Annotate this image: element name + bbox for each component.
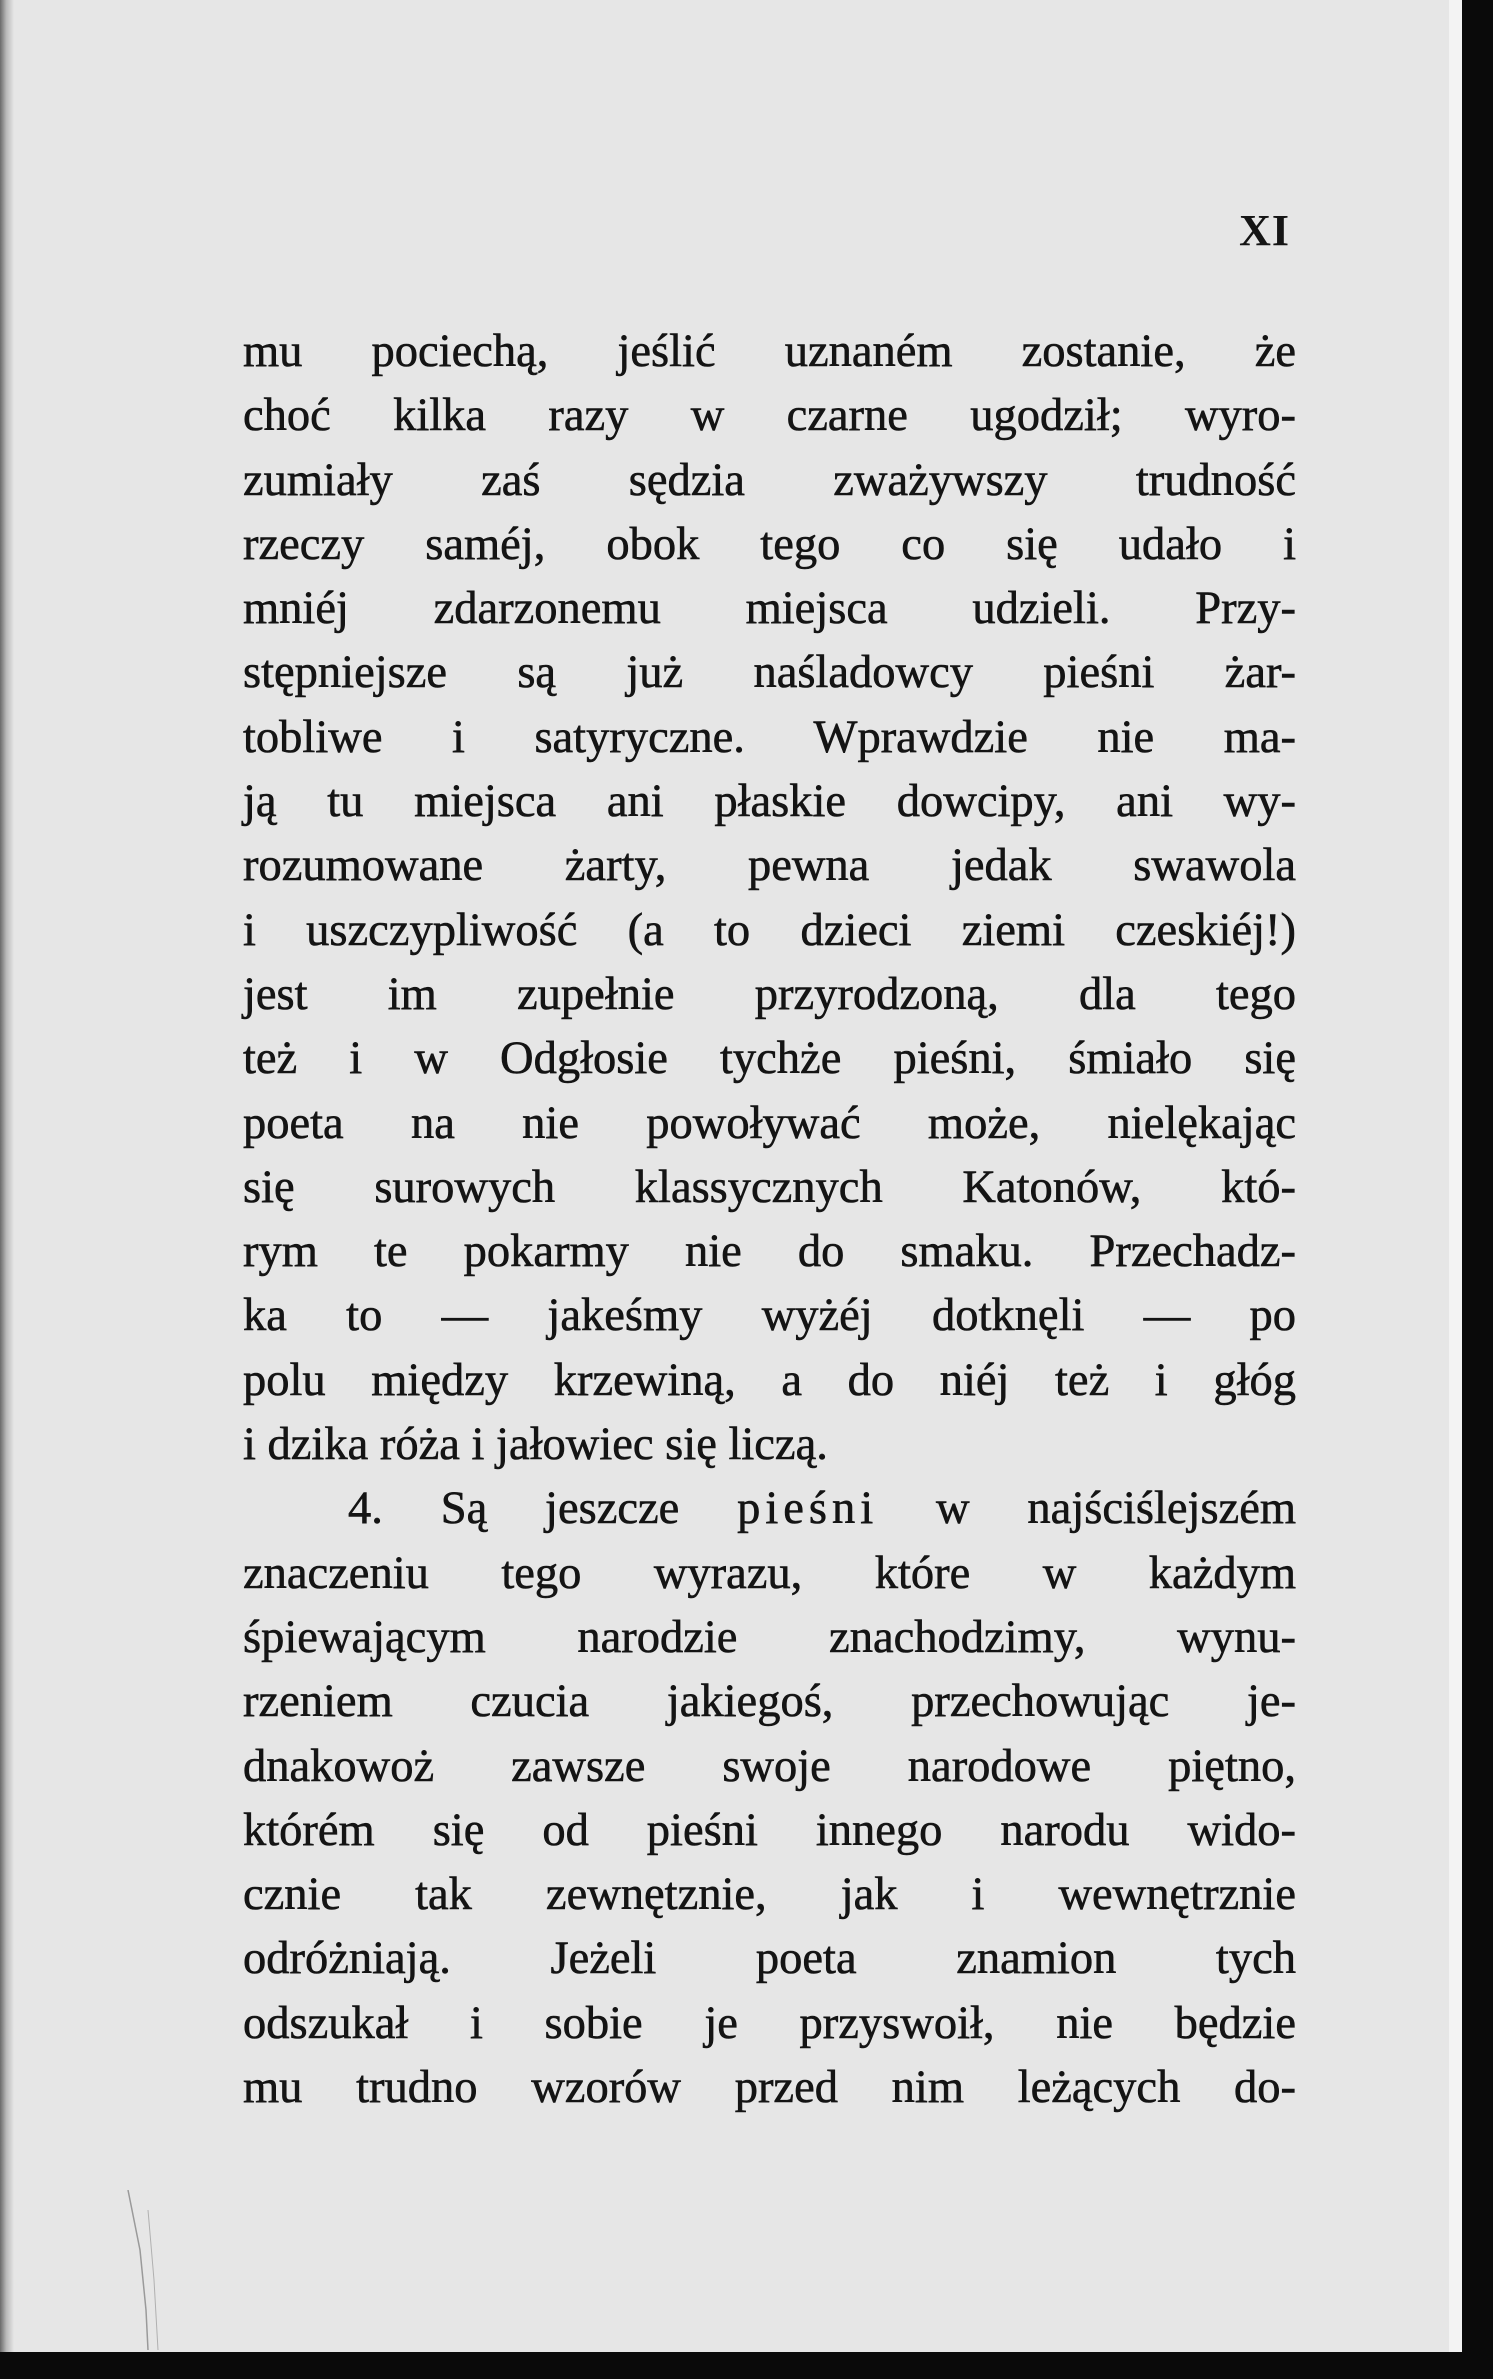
text-line: ka to — jakeśmy wyżéj dotknęli — po xyxy=(243,1290,1296,1342)
binding-shadow xyxy=(0,0,14,2352)
text-line: śpiewającym narodzie znachodzimy, wynu- xyxy=(243,1611,1296,1663)
text-fragment: w najściślejszém xyxy=(936,1483,1297,1535)
page-border-right xyxy=(1462,0,1493,2379)
text-line: rozumowane żarty, pewna jedak swawola xyxy=(243,840,1296,892)
text-line: tobliwe i satyryczne. Wprawdzie nie ma- xyxy=(243,711,1296,763)
text-line: którém się od pieśni innego narodu wido- xyxy=(243,1804,1296,1856)
page-border-bottom xyxy=(0,2352,1462,2379)
paragraph-end-line: i dzika róża i jałowiec się liczą. xyxy=(243,1419,828,1471)
text-line: znaczeniu tego wyrazu, które w każdym xyxy=(243,1547,1296,1599)
text-line: cznie tak zewnętznie, jak i wewnętrznie xyxy=(243,1869,1296,1921)
text-line: zumiały zaś sędzia zważywszy trudność xyxy=(243,454,1296,506)
text-line: ją tu miejsca ani płaskie dowcipy, ani wy- xyxy=(243,776,1296,828)
text-line: też i w Odgłosie tychże pieśni, śmiało się xyxy=(243,1033,1296,1085)
text-line: stępniejsze są już naśladowcy pieśni żar- xyxy=(243,647,1296,699)
text-line: polu między krzewiną, a do niéj też i głóg xyxy=(243,1354,1296,1406)
text-line: rzeniem czucia jakiegoś, przechowując je- xyxy=(243,1676,1296,1728)
text-line: choć kilka razy w czarne ugodził; wyro- xyxy=(243,390,1296,442)
page-edge-highlight xyxy=(1449,0,1462,2379)
text-line: się surowych klassycznych Katonów, któ- xyxy=(243,1161,1296,1213)
text-line: odszukał i sobie je przyswoił, nie będzie xyxy=(243,1997,1296,2049)
text-fragment: 4. Są jeszcze xyxy=(348,1483,680,1535)
text-line: dnakowoż zawsze swoje narodowe piętno, xyxy=(243,1740,1296,1792)
page-number: XI xyxy=(1239,206,1290,255)
text-line: mniéj zdarzonemu miejsca udzieli. Przy- xyxy=(243,583,1296,635)
text-line: odróżniają. Jeżeli poeta znamion tych xyxy=(243,1933,1296,1985)
text-line: rym te pokarmy nie do smaku. Przechadz- xyxy=(243,1226,1296,1278)
text-line: mu trudno wzorów przed nim leżących do- xyxy=(243,2062,1296,2114)
text-line: jest im zupełnie przyrodzoną, dla tego xyxy=(243,968,1296,1020)
emphasized-word: pieśni xyxy=(737,1483,879,1535)
scan-artifact xyxy=(118,2190,178,2350)
text-line: mu pociechą, jeślić uznaném zostanie, że xyxy=(243,326,1296,377)
text-line: poeta na nie powoływać może, nielękając xyxy=(243,1097,1296,1149)
text-line: i uszczypliwość (a to dzieci ziemi czeskiéj!) xyxy=(243,904,1296,956)
text-line: rzeczy saméj, obok tego co się udało i xyxy=(243,518,1296,570)
body-text xyxy=(243,320,1296,2120)
paragraph-start-line xyxy=(243,1477,1296,1541)
